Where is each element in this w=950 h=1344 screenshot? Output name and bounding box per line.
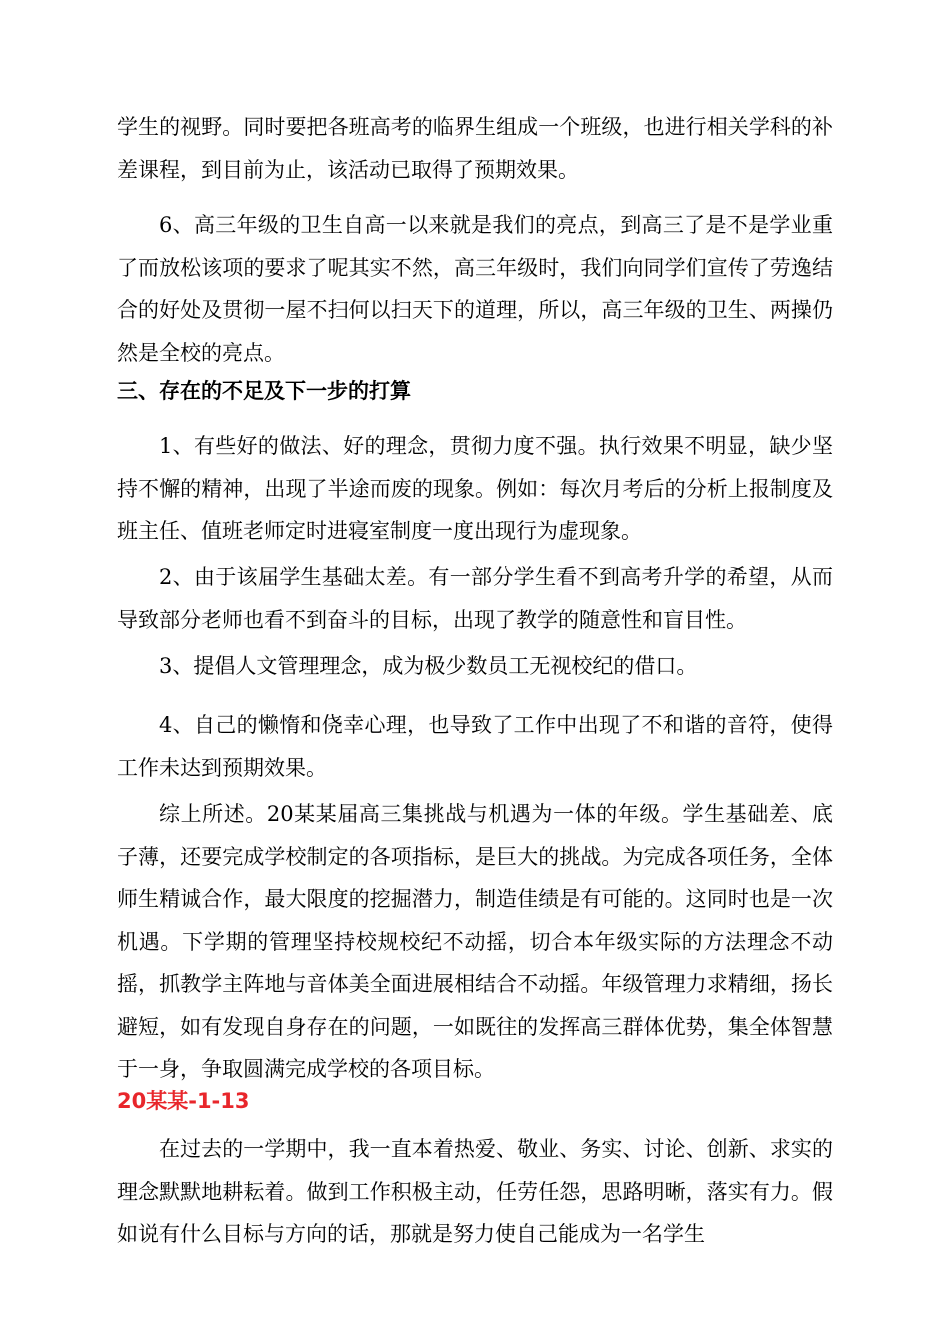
paragraph-new-article: 在过去的一学期中，我一直本着热爱、敬业、务实、讨论、创新、求实的理念默默地耕耘着。做到工作积极主动，任劳任怨，思路明晰，落实有力。假如说有什么目标与方向的话，那就是努力使自己能成为一名学生 [117, 1137, 833, 1246]
paragraph-summary: 综上所述。20某某届高三集挑战与机遇为一体的年级。学生基础差、底子薄，还要完成学校制定的各项指标，是巨大的挑战。为完成各项任务，全体师生精诚合作，最大限度的挖掘潜力，制造佳绩是有可能的。这同时也是一次机遇。下学期的管理坚持校规校纪不动摇，切合本年级实际的方法理念不动摇，抓教学主阵地与音体美全面进展相结合不动摇。年级管理力求精细，扬长避短，如有发现自身存在的问题，一如既往的发挥高三群体优势，集全体智慧于一身，争取圆满完成学校的各项目标。 [117, 802, 833, 1081]
paragraph-issue-1: 1、有些好的做法、好的理念，贯彻力度不强。执行效果不明显，缺少坚持不懈的精神，出现了半途而废的现象。例如：每次月考后的分析上报制度及班主任、值班老师定时进寝室制度一度出现行为虚现象。 [117, 434, 833, 543]
section-heading-3: 三、存在的不足及下一步的打算 [117, 379, 411, 403]
paragraph-item-6: 6、高三年级的卫生自高一以来就是我们的亮点，到高三了是不是学业重了而放松该项的要求了呢其实不然，高三年级时，我们向同学们宣传了劳逸结合的好处及贯彻一屋不扫何以扫天下的道理，所以，高三年级的卫生、两操仍然是全校的亮点。 [117, 213, 833, 365]
paragraph-issue-2: 2、由于该届学生基础太差。有一部分学生看不到高考升学的希望，从而导致部分老师也看不到奋斗的目标，出现了教学的随意性和盲目性。 [117, 565, 833, 632]
paragraph-issue-4: 4、自己的懒惰和侥幸心理，也导致了工作中出现了不和谐的音符，使得工作未达到预期效果。 [117, 713, 833, 780]
paragraph-issue-3: 3、提倡人文管理理念，成为极少数员工无视校纪的借口。 [159, 654, 698, 678]
date-heading: 20某某-1-13 [117, 1089, 250, 1113]
paragraph-continued: 学生的视野。同时要把各班高考的临界生组成一个班级，也进行相关学科的补差课程，到目前为止，该活动已取得了预期效果。 [117, 115, 833, 182]
